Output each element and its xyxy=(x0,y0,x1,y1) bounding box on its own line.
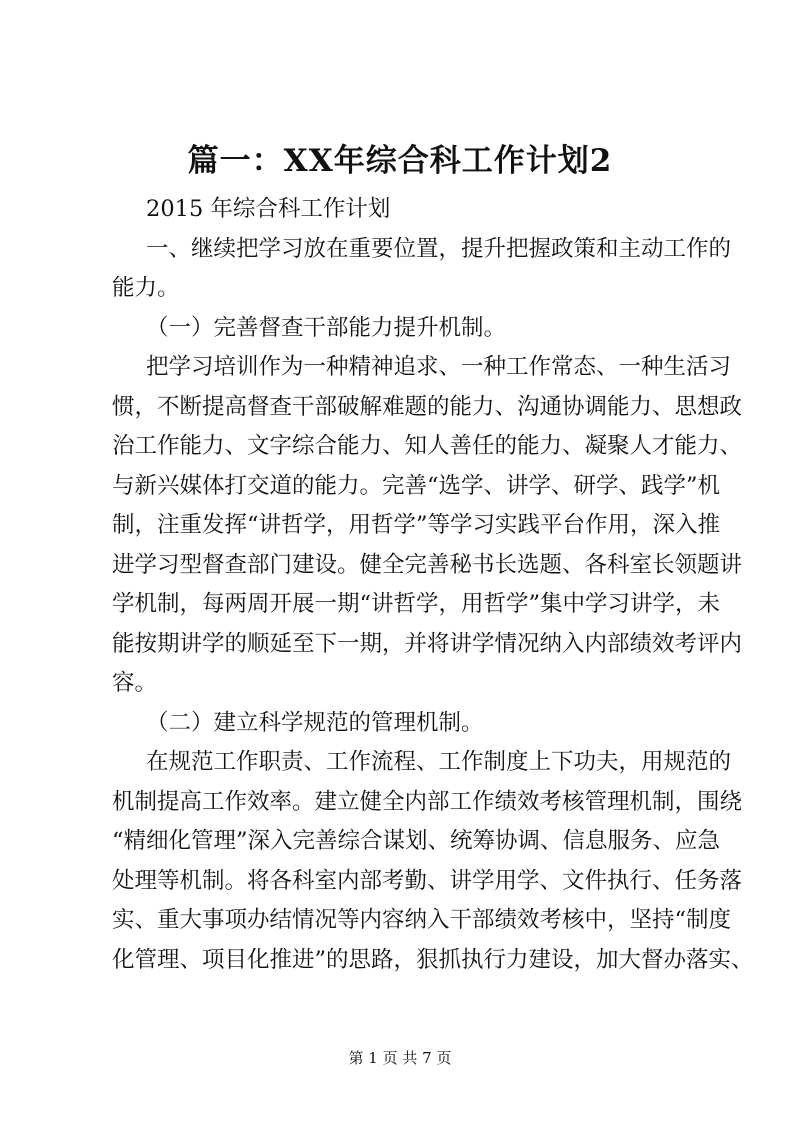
paragraph-line: 在规范工作职责、工作流程、工作制度上下功夫，用规范的 xyxy=(146,749,732,775)
subtitle-line: 2015 年综合科工作计划 xyxy=(146,196,391,222)
paragraph-line: 容。 xyxy=(112,670,158,696)
paragraph-line: “精细化管理”深入完善综合谋划、统筹协调、信息服务、应急 xyxy=(112,828,721,854)
paragraph-line: 制，注重发挥“讲哲学，用哲学”等学习实践平台作用，深入推 xyxy=(112,512,721,538)
paragraph-line: 机制提高工作效率。建立健全内部工作绩效考核管理机制，围绕 xyxy=(112,789,743,815)
paragraph-line: 能力。 xyxy=(112,275,180,301)
paragraph-line: 处理等机制。将各科室内部考勤、讲学用学、文件执行、任务落 xyxy=(112,868,743,894)
section-heading-1: 一、继续把学习放在重要位置，提升把握政策和主动工作的 xyxy=(146,236,732,262)
paragraph-line: 化管理、项目化推进”的思路，狠抓执行力建设，加大督办落实、 xyxy=(112,947,754,973)
paragraph-line: 把学习培训作为一种精神追求、一种工作常态、一种生活习 xyxy=(146,354,732,380)
paragraph-line: 进学习型督查部门建设。健全完善秘书长选题、各科室长领题讲 xyxy=(112,552,743,578)
subsection-heading-1: （一）完善督查干部能力提升机制。 xyxy=(146,315,507,341)
paragraph-line: 治工作能力、文字综合能力、知人善任的能力、凝聚人才能力、 xyxy=(112,433,743,459)
page-footer: 第 1 页 共 7 页 xyxy=(348,1049,452,1067)
paragraph-line: 能按期讲学的顺延至下一期，并将讲学情况纳入内部绩效考评内 xyxy=(112,631,743,657)
paragraph-line: 惯，不断提高督查干部破解难题的能力、沟通协调能力、思想政 xyxy=(112,394,743,420)
paragraph-line: 实、重大事项办结情况等内容纳入干部绩效考核中，坚持“制度 xyxy=(112,907,732,933)
document-title: 篇一：XX年综合科工作计划2 xyxy=(187,143,613,179)
paragraph-line: 学机制，每两周开展一期“讲哲学，用哲学”集中学习讲学，未 xyxy=(112,591,721,617)
paragraph-line: 与新兴媒体打交道的能力。完善“选学、讲学、研学、践学”机 xyxy=(112,473,721,499)
subsection-heading-2: （二）建立科学规范的管理机制。 xyxy=(146,710,484,736)
